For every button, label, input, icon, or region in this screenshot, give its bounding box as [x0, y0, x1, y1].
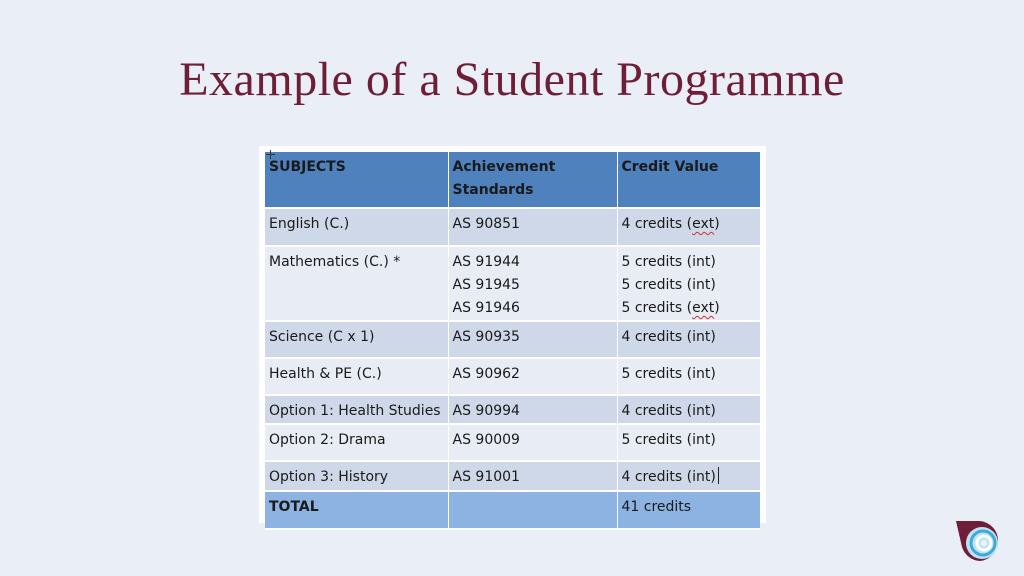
student-programme-table: [265, 152, 760, 530]
standard-cell: AS 90009: [448, 424, 617, 461]
table-row: [265, 461, 760, 491]
subject-cell: Option 3: History: [265, 461, 448, 491]
table-row: [265, 395, 760, 424]
spellcheck-flag: ext: [692, 216, 715, 232]
standard-cell: AS 90935: [448, 321, 617, 358]
standard-cell: [448, 246, 617, 321]
subject-cell: Health & PE (C.): [265, 358, 448, 395]
credit-cell: [617, 246, 760, 321]
credit-cell: 4 credits (int): [617, 321, 760, 358]
credit-cell: 5 credits (int): [617, 358, 760, 395]
subject-cell: Option 1: Health Studies: [265, 395, 448, 424]
standard-line: AS 91946: [452, 300, 520, 316]
subject-cell: Science (C x 1): [265, 321, 448, 358]
standard-cell: AS 90851: [448, 208, 617, 246]
spellcheck-flag: ext: [692, 300, 715, 316]
table-row: [265, 246, 760, 321]
credit-text: 4 credits (int): [621, 469, 716, 485]
table-row: [265, 208, 760, 246]
credit-cell: [617, 208, 760, 246]
credit-cell: 4 credits (int): [617, 395, 760, 424]
credit-tail: ): [714, 300, 720, 316]
standard-cell: AS 90962: [448, 358, 617, 395]
total-label: TOTAL: [265, 491, 448, 529]
standard-cell: AS 90994: [448, 395, 617, 424]
table-row: [265, 424, 760, 461]
standard-line: AS 91945: [452, 277, 520, 293]
credit-line: [622, 297, 757, 320]
table-row: [265, 358, 760, 395]
subject-cell: Option 2: Drama: [265, 424, 448, 461]
credit-text: 4 credits (: [621, 216, 693, 232]
credit-cell: 5 credits (int): [617, 424, 760, 461]
total-standards: [448, 491, 617, 529]
credit-text: 5 credits (: [621, 300, 693, 316]
header-subjects: SUBJECTS: [265, 152, 448, 208]
standard-line: AS 91944: [452, 254, 520, 270]
total-credits: 41 credits: [617, 491, 760, 529]
standard-cell: AS 91001: [448, 461, 617, 491]
text-cursor: [718, 467, 719, 484]
move-handle-icon[interactable]: [266, 150, 275, 159]
table-header-row: [265, 152, 760, 208]
subject-cell: English (C.): [265, 208, 448, 246]
credit-cell: [617, 461, 760, 491]
header-achievement-standards: Achievement Standards: [448, 152, 617, 208]
subject-cell: Mathematics (C.) *: [265, 246, 448, 321]
table-row: [265, 321, 760, 358]
table-total-row: [265, 491, 760, 529]
slide-title: Example of a Student Programme: [179, 53, 845, 106]
credit-line: 5 credits (int): [621, 254, 716, 270]
header-credit-value: Credit Value: [617, 152, 760, 208]
table-frame: [259, 146, 766, 523]
circular-swirl-logo-icon: [954, 519, 1002, 563]
credit-tail: ): [714, 216, 720, 232]
credit-line: 5 credits (int): [621, 277, 716, 293]
